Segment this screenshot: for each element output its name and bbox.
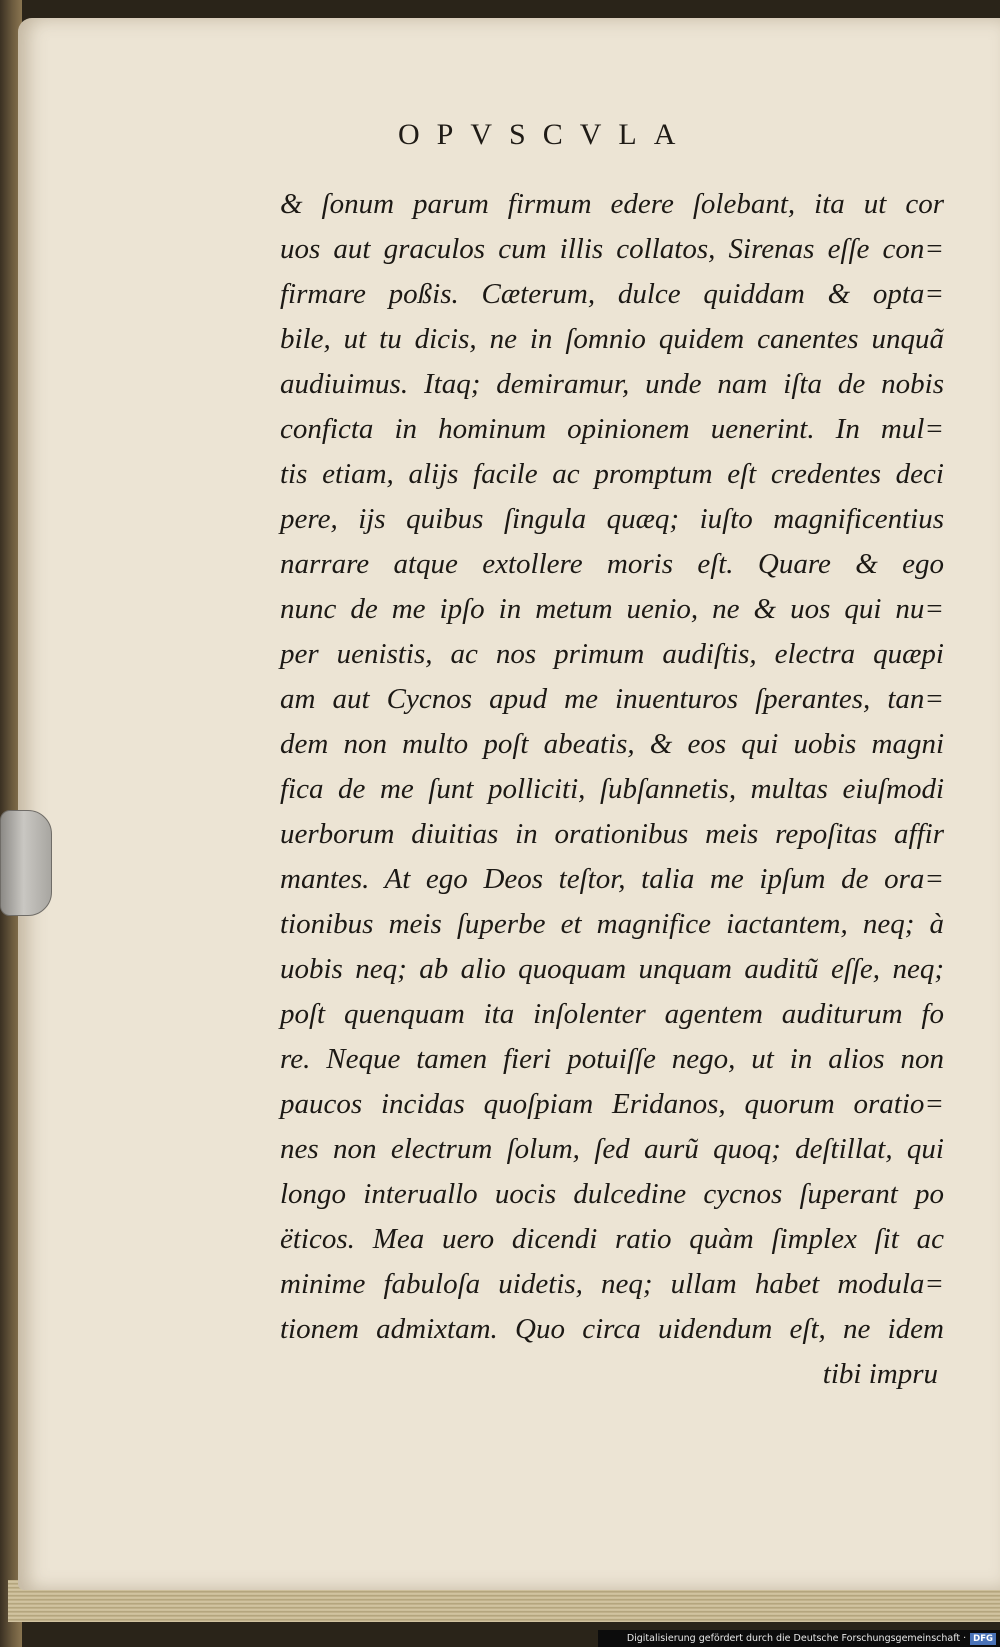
text-line: pere, ijs quibus ſingula quæq; iuſto magnificentius: [280, 503, 944, 535]
text-line: per uenistis, ac nos primum audiſtis, electra quæpi: [280, 638, 944, 670]
text-line: conficta in hominum opinionem uenerint. In mul=: [280, 413, 944, 445]
dfg-logo: DFG: [970, 1633, 996, 1645]
text-line: bile, ut tu dicis, ne in ſomnio quidem canentes unquã: [280, 323, 944, 355]
text-line: firmare poßis. Cæterum, dulce quiddam & opta=: [280, 278, 944, 310]
text-line: longo interuallo uocis dulcedine cycnos ſuperant po: [280, 1178, 944, 1210]
text-line: uobis neq; ab alio quoquam unquam auditũ eſſe, neq;: [280, 953, 944, 985]
text-line: nunc de me ipſo in metum uenio, ne & uos qui nu=: [280, 593, 944, 625]
text-line: audiuimus. Itaq; demiramur, unde nam iſta de nobis: [280, 368, 944, 400]
page-clip: [0, 810, 52, 916]
text-line: ëticos. Mea uero dicendi ratio quàm ſimplex ſit ac: [280, 1223, 944, 1255]
text-line: mantes. At ego Deos teſtor, talia me ipſum de ora=: [280, 863, 944, 895]
text-line: tionibus meis ſuperbe et magnifice iactantem, neq; à: [280, 908, 944, 940]
running-head: OPVSCVLA: [398, 118, 693, 151]
catchword: tibi impru: [822, 1358, 938, 1390]
text-line: poſt quenquam ita inſolenter agentem auditurum fo: [280, 998, 944, 1030]
text-line: fica de me ſunt polliciti, ſubſannetis, multas eiuſmodi: [280, 773, 944, 805]
text-line: uerborum diuitias in orationibus meis repoſitas affir: [280, 818, 944, 850]
text-line: & ſonum parum firmum edere ſolebant, ita ut cor: [280, 188, 944, 220]
text-line: narrare atque extollere moris eſt. Quare & ego: [280, 548, 944, 580]
text-line: uos aut graculos cum illis collatos, Sirenas eſſe con=: [280, 233, 944, 265]
text-line: re. Neque tamen fieri potuiſſe nego, ut in alios non: [280, 1043, 944, 1075]
body-text: [280, 182, 944, 1397]
text-line: minime fabuloſa uidetis, neq; ullam habet modula=: [280, 1268, 944, 1300]
text-line: am aut Cycnos apud me inuenturos ſperantes, tan=: [280, 683, 944, 715]
text-line: dem non multo poſt abeatis, & eos qui uobis magni: [280, 728, 944, 760]
footer-credit: Digitalisierung gefördert durch die Deutsche Forschungsgemeinschaft ·: [626, 1633, 967, 1644]
book-page: [18, 18, 1000, 1590]
text-line: tis etiam, alijs facile ac promptum eſt credentes deci: [280, 458, 944, 490]
text-line: paucos incidas quoſpiam Eridanos, quorum oratio=: [280, 1088, 944, 1120]
text-line: tionem admixtam. Quo circa uidendum eſt, ne idem: [280, 1313, 944, 1345]
digitization-footer: [598, 1630, 1000, 1647]
text-line: nes non electrum ſolum, ſed aurũ quoq; deſtillat, qui: [280, 1133, 944, 1165]
